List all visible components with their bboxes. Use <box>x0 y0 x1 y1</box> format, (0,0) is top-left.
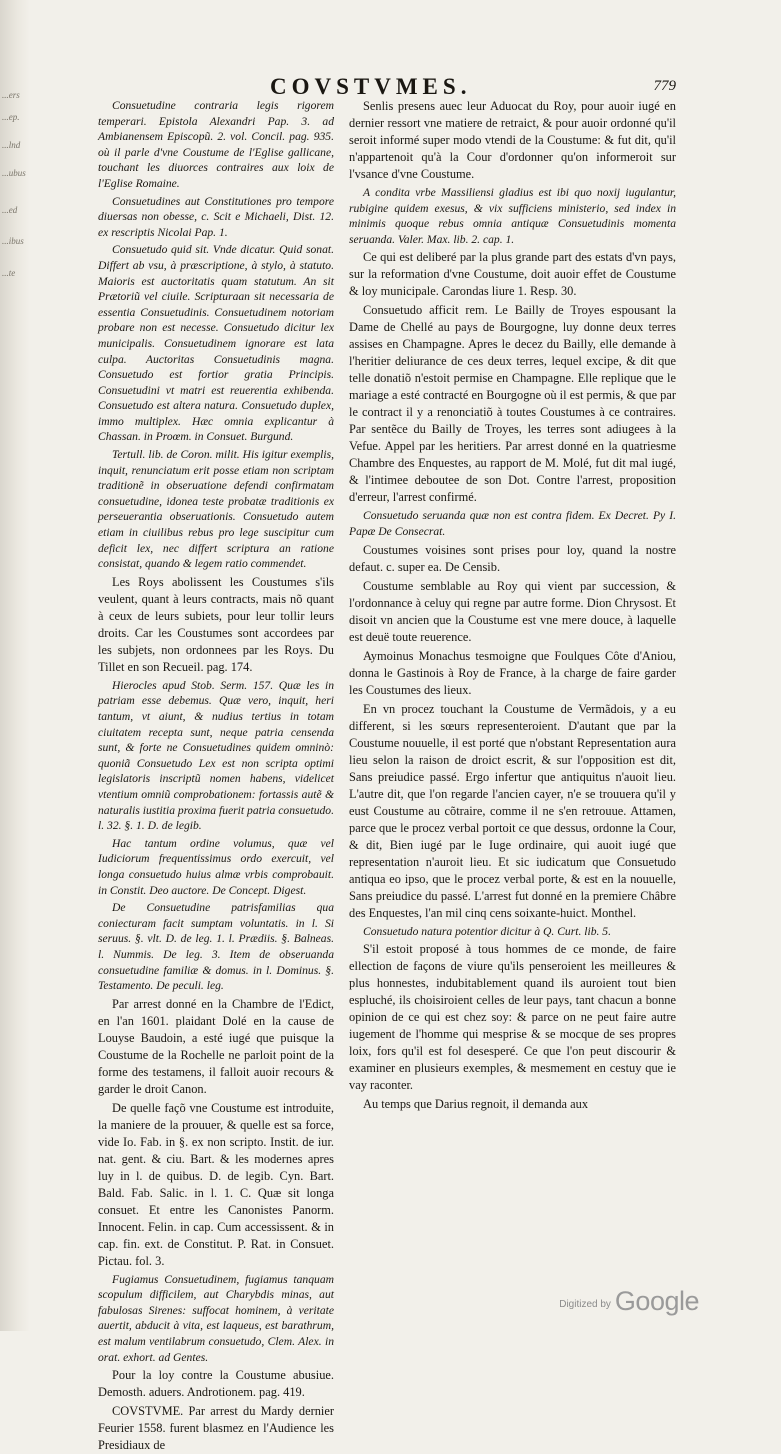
paragraph: Les Roys abolissent les Coustumes s'ils veulent, quant à leurs contracts, mais nõ quant à ceux de leurs subiets, pour leur tollir leurs droits. Car les Coustumes sont accordees par les subjets, non ordonnees par les Roys. Du Tillet en son Recueil. pag. 174. <box>98 574 334 674</box>
bleed-fragment: ...ibus <box>2 236 24 246</box>
paragraph: Tertull. lib. de Coron. milit. His igitur exemplis, inquit, renunciatum erit posse etiam non scriptam traditionẽ in obseruatione defendi confirmatam consuetudine, idonea teste probatæ traditionis ex perseuerantia obseruationis. Consuetudo autem etiam in ciuilibus rebus pro lege suscipitur cum deficit lex, nec differt scriptura an ratione consistat, quando & legem ratio commendet. <box>98 448 334 571</box>
scan-edge-shadow <box>0 0 30 1331</box>
page-header <box>100 74 680 100</box>
paragraph: Aymoinus Monachus tesmoigne que Foulques Côte d'Aniou, donna le Gastinois à Roy de France, à la charge de faire garder les Coustumes des lieux. <box>349 648 676 697</box>
paragraph: Hac tantum ordine volumus, quæ vel Iudiciorum frequentissimus ordo exercuit, vel longa consuetudo huius almæ vrbis comprobauit. in Constit. Deo auctore. De Concept. Digest. <box>98 836 334 897</box>
paragraph: Coustume semblable au Roy qui vient par succession, & l'ordonnance à celuy qui regne par autre forme. Dion Chrysost. Et disoit vn ancien que la Coustume est vne mere douce, à laquelle est deuë toute reuerence. <box>349 578 676 644</box>
paragraph: De quelle façõ vne Coustume est introduite, la maniere de la prouuer, & quelle est sa force, vide Io. Fab. in §. ex non scripto. Instit. de iur. nat. gent. & ciu. Bart. & les modernes apres luy in l. de quibus. D. de legib. Cyn. Bart. Bald. Fab. Salic. in l. 1. C. Quæ sit longa consuet. Et entre les Canonistes Panorm. Innocent. Felin. in cap. Cum accessissent. & in cap. fin. ext. de Constitut. P. Rat. in Consuet. Pictau. fol. 3. <box>98 1100 334 1268</box>
digitized-by-label: Digitized by <box>559 1299 611 1310</box>
paragraph: Consuetudines aut Constitutiones pro tempore diuersas non obesse, c. Scit e Michaeli, Dist. 12. ex rescriptis Nicolai Pap. 1. <box>98 194 334 239</box>
paragraph: Consuetudo quid sit. Vnde dicatur. Quid sonat. Differt ab vsu, à præscriptione, à stylo, à statuto. Maioris est auctoritatis quam statutum. An sit Prætoriũ vel ciuile. Scripturaan sit necessaria de essentia Consuetudinis. Consuetudinem notoriam probare non est necesse. Consuetudo dicitur lex municipalis. Consuetudinem ignorare est lata culpa. Auctoritas Consuetudinis magna. Consuetudo est fortior gratia Principis. Consuetudini vt matri est reuerentia exhibenda. Consuetudo est altera natura. Consuetudo duplex, immo multiplex. Hæc omnia explicantur à Chassan. in Proœm. in Consuet. Burgund. <box>98 243 334 444</box>
paragraph: Ce qui est deliberé par la plus grande part des estats d'vn pays, sur la reformation d'vne Coustume, doit auoir effet de Coustume & loy municipale. Carondas liure 1. Resp. 30. <box>349 250 676 299</box>
paragraph: COVSTVME. Par arrest du Mardy dernier Feurier 1558. furent blasmez en l'Audience les Presidiaux de <box>98 1404 334 1453</box>
paragraph: Consuetudo seruanda quæ non est contra fidem. Ex Decret. Py I. Papæ De Consecrat. <box>349 509 676 538</box>
page-number: 779 <box>653 78 676 94</box>
right-column <box>349 98 676 1218</box>
paragraph: S'il estoit proposé à tous hommes de ce monde, de faire ellection de façons de viure qu'ils penseroient les meilleures & plus honnestes, indubitablement quand ils auroient tout bien espluché, ils choisiroient celles de leur pays, tant chacun a bonne opinion de ce qui est chez soy: & parce on ne peut faire autre iugement de l'homme qui mesprise & se mocque de ses propres loix, fors qu'il est fol desesperé. Ce que l'on peut discourir & examiner en plusieurs exemples, & mesmement en cestuy que ie vay raconter. <box>349 942 676 1093</box>
bleed-fragment: ...ep. <box>2 112 20 122</box>
bleed-fragment: ...ed <box>2 205 18 215</box>
paragraph: De Consuetudine patrisfamilias qua coniecturam facit sumptam voluntatis. in l. Si seruus. §. vlt. D. de leg. 1. l. Prædiis. §. Balneas. l. Nummis. De leg. 3. Item de obseruanda consuetudine familiæ & domus. in l. Dominus. §. Testamento. De peculi. leg. <box>98 901 334 993</box>
google-logo: Google <box>614 1286 699 1316</box>
paragraph: En vn procez touchant la Coustume de Vermãdois, y a eu different, si les sœurs representeroient. D'autant que par la Coustume nouuelle, il est porté que n'obstant Representation aura lieu selon la raison de droict escrit, & sur l'opposition est dit, Sans preiudice passé. Ergo infertur que antiquitus n'auoit lieu. L'autre dit, que l'on regarde l'ancien cayer, n'e se trouuera qu'il y eust Coustume au cõtraire, comme il ne s'en retrouue. Attamen, parce que le procez verbal portoit ce que dessus, ordonne la Cour, & dit, Bien iugé par le Iuge ordinaire, qui auoit iugé que representation n'auroit lieu. Et sic iudicatum que Consuetudo antiqua eo ipso, que le procez verbal porte, & est en la nouuelle, Sans preiudice du passé. L'arrest fut donné en la premiere Châbre des Enquestes, l'an mil cinq cens soixante-huict. Monthel. <box>349 701 676 920</box>
paragraph: A condita vrbe Massiliensi gladius est ibi quo noxij iugulantur, rubigine quidem exesus, & vix sufficiens ministerio, sed index in minimis quoque rebus omnia antiquæ Consuetudinis momenta seruanda. Valer. Max. lib. 2. cap. 1. <box>349 186 676 246</box>
bleed-fragment: ...ers <box>2 90 20 100</box>
bleed-fragment: ...lnd <box>2 140 21 150</box>
left-column <box>98 98 334 1453</box>
paragraph: Consuetudo afficit rem. Le Bailly de Troyes espousant la Dame de Chellé au pays de Bourgogne, luy donne deux terres assises en Champagne. Apres le decez du Bailly, elle demande à l'heritier deliurance de ces deux terres, lequel excipe, & dit que telle donatiõ n'estoit permise en Champagne. Elle replique que le mariage a esté contracté en Bourgogne où il est permis, & que par le contract il y a renonciatiõ à toutes Coustumes à ce contraires. Par sentẽce du Bailly de Troyes, les terres sont adiugees à la Vefue. Appel par les heritiers. Par arrest donné en la quatriesme Chambre des Enquestes, au rapport de M. Molé, fut dit mal iugé, & l'intimee deboutee de son Dot. Contre l'arrest, proposition d'erreur, l'arrest confirmé. <box>349 303 676 505</box>
paragraph: Au temps que Darius regnoit, il demanda aux <box>363 1097 589 1112</box>
paragraph: Pour la loy contre la Coustume abusiue. Demosth. aduers. Androtionem. pag. 419. <box>98 1368 334 1400</box>
paragraph: Senlis presens auec leur Aduocat du Roy, pour auoir iugé en dernier ressort vne matiere de retraict, & pour auoir ordonné qu'il seroit informé super modo vtendi de la Coustume: & fut dit, qu'il n'appartenoit qu'à la Cour d'ordonner qu'on informeroit sur l'vsance d'vne Coustume. <box>349 99 676 181</box>
running-title: COVSTVMES. <box>270 74 472 99</box>
paragraph: Consuetudo natura potentior dicitur à Q. Curt. lib. 5. <box>363 924 611 938</box>
bleed-fragment: ...ubus <box>2 168 26 178</box>
paragraph: Fugiamus Consuetudinem, fugiamus tanquam scopulum difficilem, aut Charybdis minas, aut fabulosas Sirenes: suffocat hominem, à veritate auertit, abducit à vita, est laqueus, est barathrum, est malum ventilabrum consuetudo, Clem. Alex. in orat. exhort. ad Gentes. <box>98 1272 334 1364</box>
bleed-fragment: ...te <box>2 268 16 278</box>
paragraph: Par arrest donné en la Chambre de l'Edict, en l'an 1601. plaidant Dolé en la cause de Louyse Baudoin, a esté iugé que puisque la Coustume de la Rochelle ne parloit point de la forme des testamens, il falloit auoir recours & garder le droit Canon. <box>98 996 334 1096</box>
digitization-watermark <box>559 1286 699 1320</box>
paragraph: Consuetudine contraria legis rigorem temperari. Epistola Alexandri Pap. 3. ad Ambianensem Episcopũ. 2. vol. Concil. pag. 935. où il parle d'vne Coustume de l'Eglise gallicane, touchant les diuorces contraires aux loix de l'Eglise Romaine. <box>98 99 334 190</box>
paragraph: Coustumes voisines sont prises pour loy, quand la nostre defaut. c. super ea. De Censib. <box>349 542 676 574</box>
paragraph: Hierocles apud Stob. Serm. 157. Quæ les in patriam esse debemus. Quæ vero, inquit, heri tantum, vt aiunt, & nudius tertius in totam ciuitatem recepta sunt, neque patria censenda sunt, & forte ne Consuetudines quidem omninò: quoniã Consuetudo Lex est non scripta optimi legislatoris inscriptũ nomen habens, videlicet vtentium omniũ comprobationem: fortassis autẽ & naturalis iustitia proxima fuerit patria consuetudo. l. 32. §. 1. D. de legib. <box>98 678 334 833</box>
